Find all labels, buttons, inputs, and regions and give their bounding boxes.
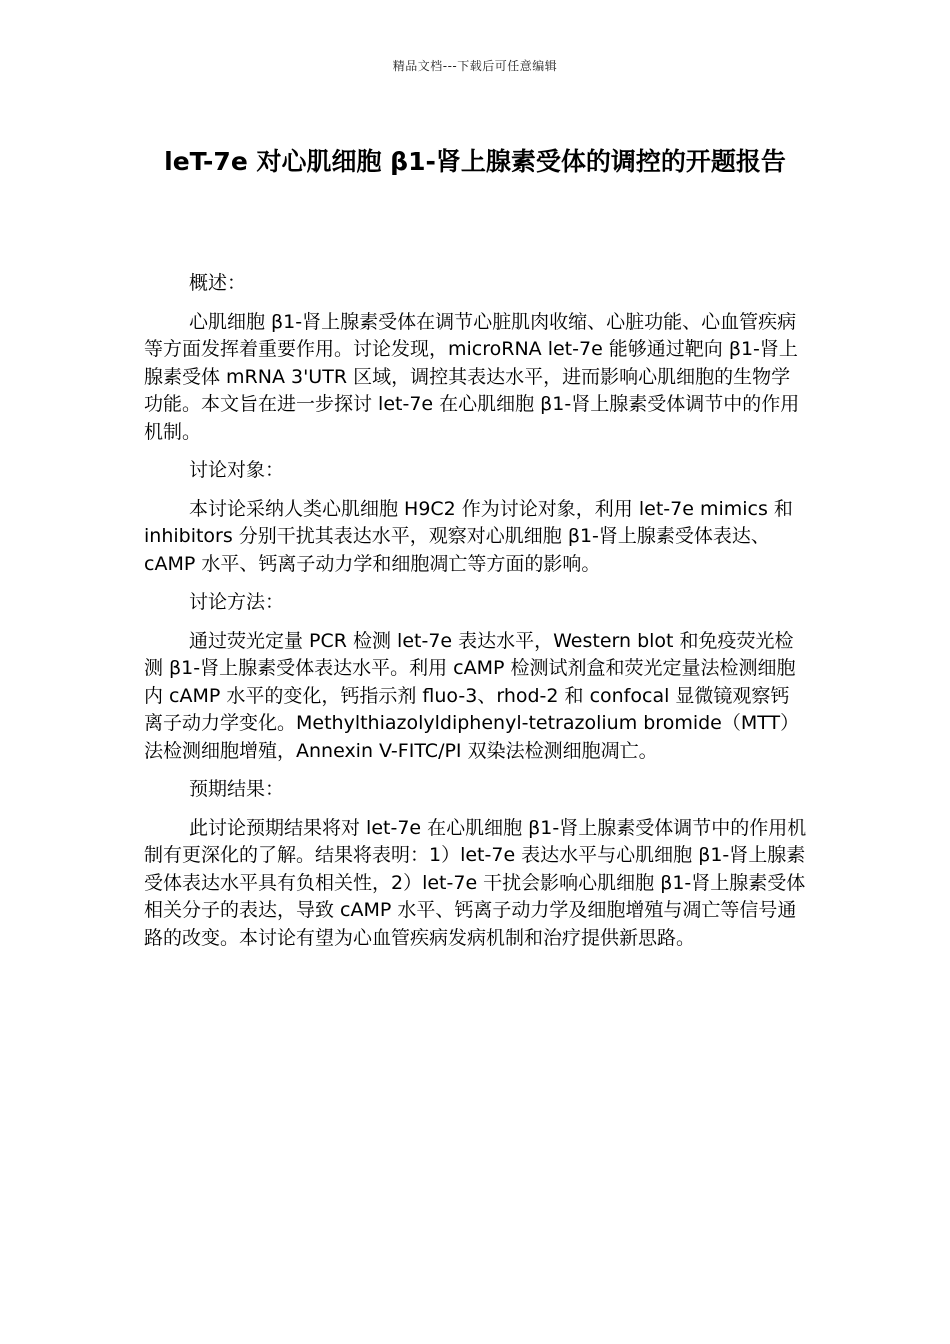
section-text-overview: 心肌细胞 β1-肾上腺素受体在调节心脏肌肉收缩、心脏功能、心血管疾病等方面发挥着重要作用。讨论发现，microRNA let-7e 能够通过靶向 β1-肾上腺素受体 mRNA 3'UTR 区域，调控其表达水平，进而影响心肌细胞的生物学功能。本文旨在进一步探讨 let-7e 在心肌细胞 β1-肾上腺素受体调节中的作用机制。: [144, 310, 800, 443]
document-body: [144, 270, 808, 963]
header-note: 精品文档---下载后可任意编辑: [392, 59, 558, 73]
section-label-methods: 讨论方法：: [189, 591, 285, 613]
section-text-methods: 通过荧光定量 PCR 检测 let-7e 表达水平，Western blot 和免疫荧光检测 β1-肾上腺素受体表达水平。利用 cAMP 检测试剂盒和荧光定量法检测细胞内 cAMP 水平的变化，钙指示剂 fluo-3、rhod-2 和 confocal 显微镜观察钙离子动力学变化。Methylthiazolyldiphenyl-tetrazolium bromide（MTT）法检测细胞增殖，Annexin V-FITC/PI 双染法检测细胞凋亡。: [144, 629, 800, 762]
section-text-expected-results: 此讨论预期结果将对 let-7e 在心肌细胞 β1-肾上腺素受体调节中的作用机制有更深化的了解。结果将表明：1）let-7e 表达水平与心肌细胞 β1-肾上腺素受体表达水平具有负相关性，2）let-7e 干扰会影响心肌细胞 β1-肾上腺素受体相关分子的表达，导致 cAMP 水平、钙离子动力学及细胞增殖与凋亡等信号通路的改变。本讨论有望为心血管疾病发病机制和治疗提供新思路。: [144, 816, 807, 949]
section-text-subject: 本讨论采纳人类心肌细胞 H9C2 作为讨论对象，利用 let-7e mimics 和 inhibitors 分别干扰其表达水平，观察对心肌细胞 β1-肾上腺素受体表达、cAMP 水平、钙离子动力学和细胞凋亡等方面的影响。: [144, 497, 793, 575]
section-label-overview: 概述：: [189, 272, 247, 294]
section-label-subject: 讨论对象：: [189, 459, 285, 481]
section-label-expected-results: 预期结果：: [189, 778, 285, 800]
document-title: leT-7e 对心肌细胞 β1-肾上腺素受体的调控的开题报告: [164, 147, 786, 176]
